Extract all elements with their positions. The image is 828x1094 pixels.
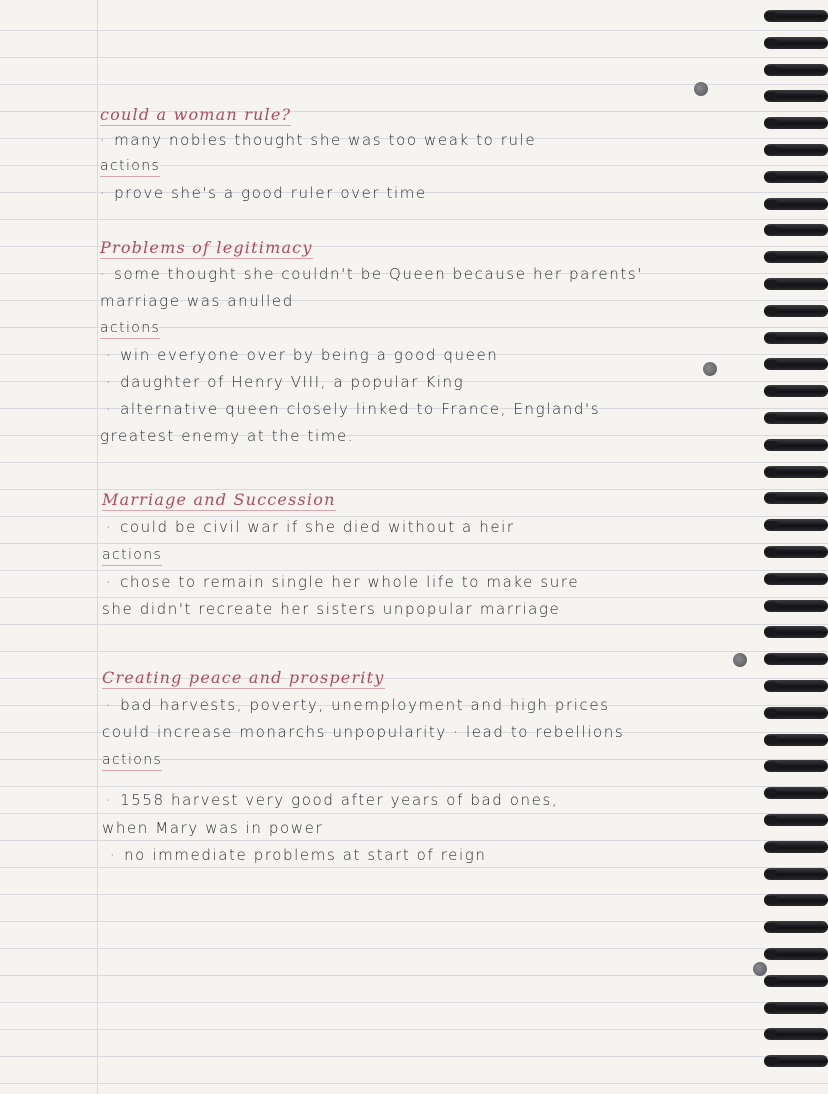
note-text: many nobles thought she was too weak to rule: [114, 131, 537, 149]
spiral-coil: [764, 251, 828, 263]
note-text: could be civil war if she died without a heir: [120, 518, 515, 536]
note-line: [100, 183, 427, 204]
spiral-coil: [764, 117, 828, 129]
spiral-coil: [764, 171, 828, 183]
section-heading: Problems of legitimacy: [100, 238, 313, 257]
note-text: alternative queen closely linked to France, England's: [120, 400, 601, 418]
note-line: [106, 790, 558, 811]
note-text: bad harvests, poverty, unemployment and high prices: [120, 696, 610, 714]
note-text: chose to remain single her whole life to make sure: [120, 573, 580, 591]
punch-hole: [733, 653, 747, 667]
note-line: [106, 399, 600, 420]
note-line: [100, 264, 643, 285]
punch-hole: [694, 82, 708, 96]
spiral-coil: [764, 10, 828, 22]
bullet: ·: [106, 793, 113, 809]
spiral-coil: [764, 492, 828, 504]
spiral-coil: [764, 278, 828, 290]
bullet: ·: [106, 698, 113, 714]
note-text: could increase monarchs unpopularity · lead to rebellions: [102, 723, 625, 741]
note-line: [106, 345, 498, 366]
note-text: daughter of Henry VIII, a popular King: [120, 373, 465, 391]
note-text: she didn't recreate her sisters unpopular marriage: [102, 600, 561, 618]
spiral-coil: [764, 37, 828, 49]
spiral-coil: [764, 734, 828, 746]
spiral-coil: [764, 1028, 828, 1040]
punch-hole: [703, 362, 717, 376]
spiral-coil: [764, 707, 828, 719]
spiral-coil: [764, 760, 828, 772]
spiral-coil: [764, 358, 828, 370]
bullet: ·: [106, 348, 113, 364]
spiral-coil: [764, 90, 828, 102]
spiral-coil: [764, 1055, 828, 1067]
note-line: [106, 572, 579, 593]
bullet: ·: [100, 186, 107, 202]
note-text: marriage was anulled: [100, 292, 294, 310]
note-text: some thought she couldn't be Queen because her parents': [114, 265, 643, 283]
spiral-coil: [764, 653, 828, 665]
section-heading: could a woman rule?: [100, 105, 292, 124]
spiral-coil: [764, 305, 828, 317]
note-line: [106, 695, 610, 716]
spiral-coil: [764, 948, 828, 960]
spiral-coil: [764, 787, 828, 799]
spiral-coil: [764, 841, 828, 853]
spiral-coil: [764, 975, 828, 987]
bullet: ·: [100, 133, 107, 149]
note-text: when Mary was in power: [102, 819, 324, 837]
spiral-coil: [764, 868, 828, 880]
note-text: no immediate problems at start of reign: [124, 846, 487, 864]
bullet: ·: [106, 575, 113, 591]
spiral-coil: [764, 64, 828, 76]
spiral-coil: [764, 385, 828, 397]
spiral-coil: [764, 144, 828, 156]
note-line: [102, 722, 624, 742]
spiral-coil: [764, 680, 828, 692]
bullet: ·: [110, 848, 117, 864]
spiral-coil: [764, 626, 828, 638]
note-line: [106, 517, 515, 538]
note-line: [102, 599, 560, 619]
actions-label: actions: [102, 545, 162, 566]
spiral-coil: [764, 921, 828, 933]
spiral-coil: [764, 198, 828, 210]
spiral-coil: [764, 894, 828, 906]
bullet: ·: [106, 375, 113, 391]
note-line: [100, 426, 354, 446]
spiral-coil: [764, 573, 828, 585]
bullet: ·: [100, 267, 107, 283]
note-text: prove she's a good ruler over time: [114, 184, 427, 202]
spiral-coil: [764, 519, 828, 531]
note-line: [100, 130, 536, 151]
margin-line: [97, 0, 98, 1094]
note-line: [106, 372, 464, 393]
spiral-coil: [764, 600, 828, 612]
bullet: ·: [106, 402, 113, 418]
note-line: [100, 291, 294, 311]
spiral-coil: [764, 1002, 828, 1014]
spiral-coil: [764, 439, 828, 451]
spiral-coil: [764, 546, 828, 558]
note-line: [102, 818, 323, 838]
note-text: win everyone over by being a good queen: [120, 346, 499, 364]
bullet: ·: [106, 520, 113, 536]
note-text: greatest enemy at the time.: [100, 427, 355, 445]
spiral-binding: [756, 0, 828, 1094]
note-line: [110, 845, 486, 866]
section-heading: Creating peace and prosperity: [102, 668, 385, 687]
actions-label: actions: [100, 318, 160, 339]
spiral-coil: [764, 332, 828, 344]
spiral-coil: [764, 466, 828, 478]
spiral-coil: [764, 224, 828, 236]
section-heading: Marriage and Succession: [102, 490, 336, 509]
spiral-coil: [764, 814, 828, 826]
spiral-coil: [764, 412, 828, 424]
actions-label: actions: [102, 750, 162, 771]
actions-label: actions: [100, 156, 160, 177]
note-text: 1558 harvest very good after years of bad ones,: [120, 791, 559, 809]
